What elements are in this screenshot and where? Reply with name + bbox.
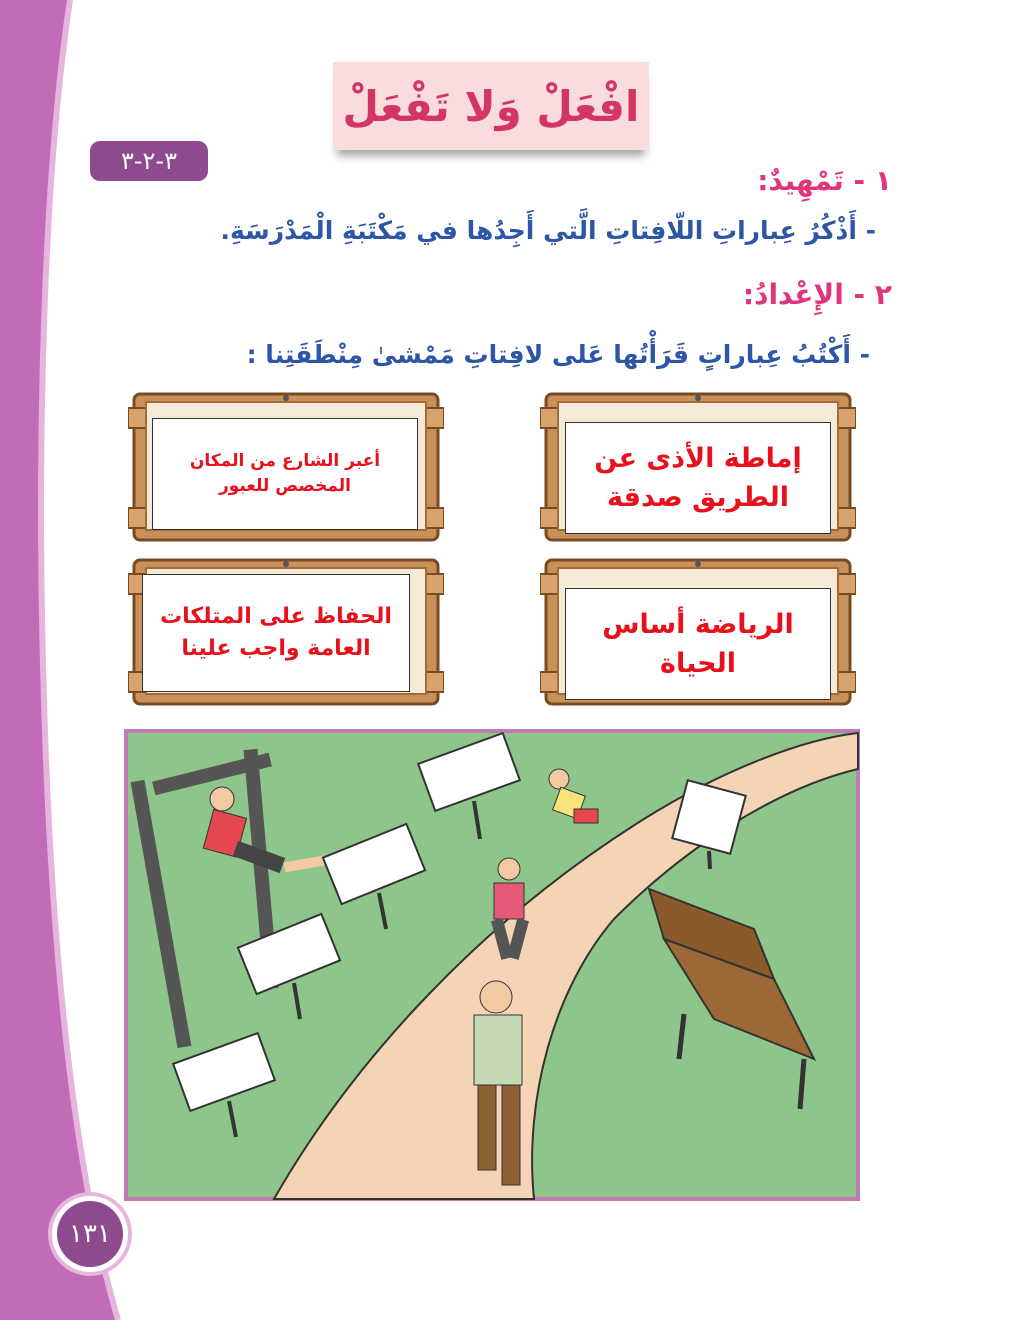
- page-number: ١٣١: [57, 1201, 123, 1267]
- wooden-sign-4: [128, 556, 444, 706]
- park-walkway-illustration: [124, 729, 860, 1201]
- section2-heading: ٢ - الإِعْدادُ:: [742, 278, 892, 311]
- lesson-title: افْعَلْ وَلا تَفْعَلْ: [342, 81, 640, 131]
- sign-4-text: الحفاظ على المتلكات العامة واجب علينا: [142, 574, 410, 692]
- sign-3-text: الرياضة أساس الحياة: [565, 588, 831, 700]
- section2-instruction: - أَكْتُبُ عِباراتٍ قَرَأْتُها عَلى لافِتاتِ مَمْشىٰ مِنْطَقَتِنا :: [246, 340, 870, 369]
- lesson-number-badge: ٣-٢-٣: [90, 141, 208, 181]
- page-number-circle: [48, 1192, 132, 1276]
- sign-1-text: إماطة الأذى عن الطريق صدقة: [565, 422, 831, 534]
- wooden-sign-2: [128, 390, 444, 542]
- wooden-sign-3: [540, 556, 856, 706]
- lesson-title-banner: [333, 62, 649, 150]
- sign-2-text: أعبر الشارع من المكان المخصص للعبور: [152, 418, 418, 530]
- section1-instruction: - أَذْكُرُ عِباراتِ اللّافِتاتِ الَّتي أَجِدُها في مَكْتَبَةِ الْمَدْرَسَةِ.: [220, 216, 876, 245]
- decorative-sidebar: [0, 0, 140, 1320]
- section1-heading: ١ - تَمْهِيدٌ:: [757, 164, 892, 197]
- wooden-sign-1: [540, 390, 856, 542]
